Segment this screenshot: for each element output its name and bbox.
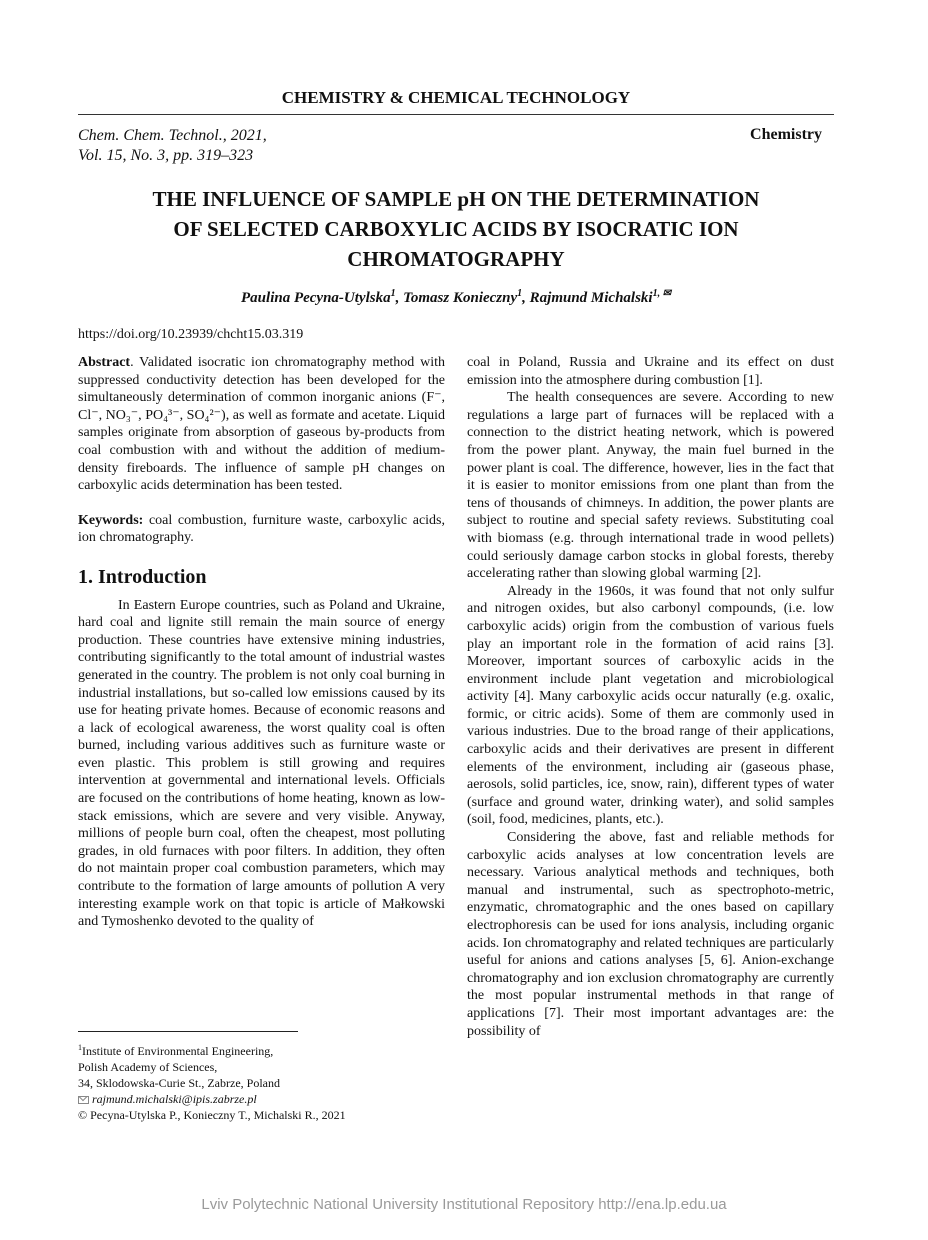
- envelope-icon: [78, 1096, 89, 1104]
- section-heading-introduction: 1. Introduction: [78, 565, 207, 588]
- footnote-divider: [78, 1031, 298, 1032]
- author-1-affiliation: 1: [390, 288, 396, 299]
- author-3-affiliation: 1, ✉: [652, 288, 671, 299]
- title-line-2: OF SELECTED CARBOXYLIC ACIDS BY ISOCRATIC ION: [173, 217, 739, 241]
- copyright: © Pecyna-Utylska P., Konieczny T., Michalski R., 2021: [78, 1108, 346, 1122]
- affiliation-line-1: [78, 1040, 346, 1059]
- affiliation-line-3: 34, Sklodowska-Curie St., Zabrze, Poland: [78, 1076, 280, 1090]
- doi-link[interactable]: https://doi.org/10.23939/chcht15.03.319: [78, 327, 304, 342]
- journal-header: CHEMISTRY & CHEMICAL TECHNOLOGY: [78, 88, 834, 115]
- affiliation-marker: 1: [78, 1043, 82, 1052]
- abstract-label: Abstract: [78, 355, 131, 370]
- author-2: Tomasz Konieczny: [403, 290, 518, 306]
- article-title: [78, 184, 834, 274]
- paragraph: Already in the 1960s, it was found that not only sulfur and nitrogen oxides, but also carbonyl compounds, (i.e. low carboxylic acids) origin from the combustion of various fuels play an important role in the formation of acid rains [3]. Moreover, important sources of carboxylic acids in the environment include plant vegetation and microbiological activity [4]. Many carboxylic acids occur naturally (e.g. oxalic, formic, or citric acids). Some of them are commonly used in various industries. Due to the broad range of their applications, carboxylic acids and their derivatives are present in different elements of the environment, including air (gaseous phase, aerosols, solid particles, ice, snow, rain), different types of water (surface and ground water, drinking water), and solid samples (soil, food, medicines, plants, etc.).: [467, 583, 834, 828]
- email-line: [78, 1091, 346, 1107]
- section-tag: Chemistry: [750, 126, 822, 143]
- author-2-affiliation: 1: [517, 288, 523, 299]
- affiliation-text: Institute of Environmental Engineering,: [82, 1044, 274, 1058]
- keywords-text: coal combustion, furniture waste, carboxylic acids, ion chromatography.: [78, 512, 445, 546]
- paragraph: coal in Poland, Russia and Ukraine and its effect on dust emission into the atmosphere during combustion [1].: [467, 355, 834, 388]
- citation-line-2: Vol. 15, No. 3, pp. 319–323: [78, 147, 254, 164]
- authors: [78, 288, 834, 307]
- left-column: [78, 354, 445, 931]
- citation-line-1: Chem. Chem. Technol., 2021,: [78, 127, 267, 144]
- author-separator: ,: [395, 290, 404, 306]
- right-column: [467, 354, 834, 1040]
- abstract-text: . Validated isocratic ion chromatography method with suppressed conductivity detection has been developed for the simultaneously determination of common inorganic anions (F⁻, Cl⁻, NO₃⁻, PO₄³⁻, SO₄²⁻), as well as formate and acetate. Liquid samples originate from absorption of gaseous by-products from coal combustion with and without the addition of medium-density fireboards. The influence of sample pH changes on carboxylic acids determination has been tested.: [78, 355, 445, 494]
- paragraph: Considering the above, fast and reliable methods for carboxylic acids analyses at low concentration levels are necessary. Various analytical methods and techniques, both manual and instrumental, such as spectrophoto-metric, enzymatic, chromatographic and the ones based on capillary electrophoresis can be used for ions analysis, including organic acids. Ion chromatography and related techniques are particularly useful for anions and cations analyses [5, 6]. Anion-exchange chromatography and ion exclusion chromatography are currently the most popular instrumental methods in that range of applications [7]. Their most important advantages are: the possibility of: [467, 830, 834, 1039]
- keywords: [78, 512, 445, 547]
- citation: [78, 126, 267, 166]
- affiliation-line-2: Polish Academy of Sciences,: [78, 1060, 218, 1074]
- repository-footer: Lviv Polytechnic National University Institutional Repository http://ena.lp.edu.ua: [201, 1196, 727, 1213]
- email-link[interactable]: rajmund.michalski@ipis.zabrze.pl: [92, 1092, 257, 1106]
- title-line-3: CHROMATOGRAPHY: [347, 247, 565, 271]
- author-3: Rajmund Michalski: [529, 290, 653, 306]
- paragraph: In Eastern Europe countries, such as Poland and Ukraine, hard coal and lignite still remain the main source of energy production. These countries have extensive mining industries, contributing significantly to the total amount of industrial wastes generated in the country. The problem is not only coal burning in industrial installations, but so-called low emissions caused by its use for heating private homes. Because of economic reasons and a lack of ecological awareness, the worst quality coal is often burned, including various additives such as furniture waste or even plastic. This problem is still growing and requires intervention at governmental and international levels. Officials are focused on the contributions of home heating, known as low-stack emissions, which are severe and very visible. Anyway, millions of people burn coal, often the cheapest, most polluting grades, in old furnaces with poor filters. In addition, they often do not maintain proper coal combustion parameters, which may contribute to the formation of large amounts of pollution A very interesting example work on that topic is article of Małkowski and Tymoshenko devoted to the quality of: [78, 597, 445, 930]
- paragraph: The health consequences are severe. According to new regulations a large part of furnaces will be replaced with a connection to the district heating network, which is powered from the power plant. Anyway, the main fuel burned in the power plant is coal. The difference, however, lies in the fact that it is easier to monitor emissions from one plant than from the tens of thousands of chimneys. In addition, the power plants are subject to routine and special safety reviews. Substituting coal with biomass (e.g. through international trade in wood pellets) could seriously damage carbon stocks in global forests, thereby accelerating rather than slowing global warming [2].: [467, 390, 834, 582]
- keywords-label: Keywords:: [78, 512, 144, 528]
- title-line-1: THE INFLUENCE OF SAMPLE pH ON THE DETERMINATION: [152, 187, 760, 211]
- abstract: [78, 354, 445, 495]
- footnotes: [78, 1040, 346, 1123]
- author-separator: ,: [522, 290, 530, 306]
- author-1: Paulina Pecyna-Utylska: [241, 290, 391, 306]
